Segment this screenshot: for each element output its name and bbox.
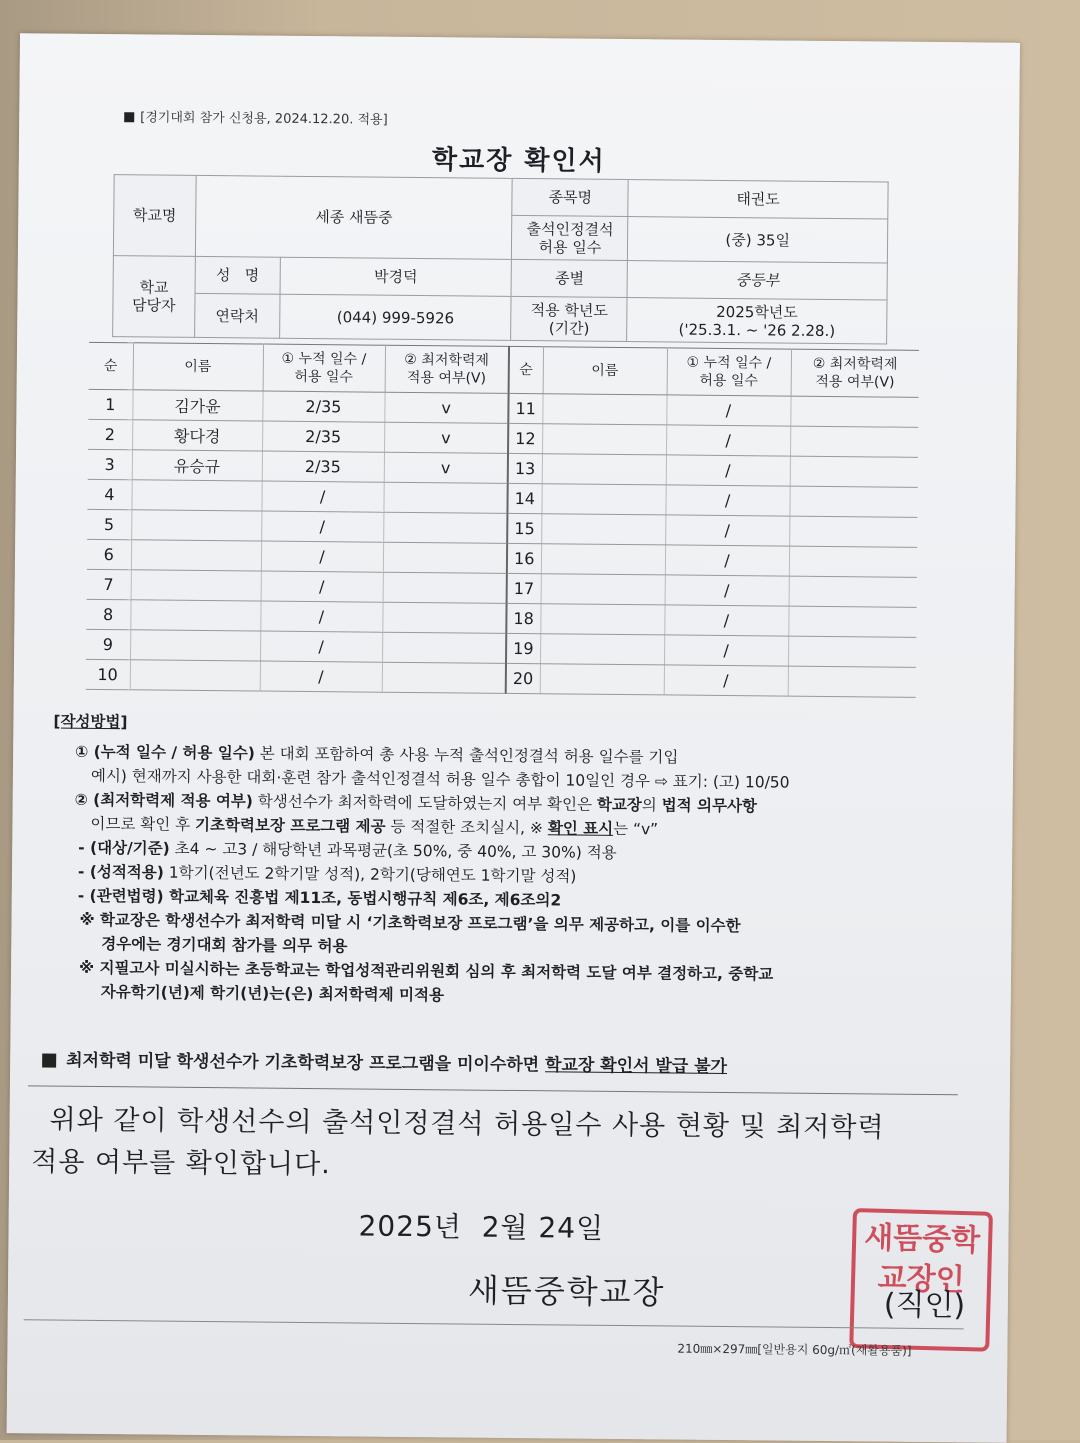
student-name: [130, 600, 260, 631]
section-divider: [28, 1085, 958, 1095]
min-academic-check: [788, 666, 916, 697]
student-name: [541, 544, 665, 575]
school-label: 학교명: [113, 175, 196, 257]
allowed-days-value: (중) 35일: [628, 217, 888, 263]
student-name: [541, 514, 665, 545]
form-note: [124, 106, 388, 128]
student-name: [130, 660, 260, 691]
header-no: 순: [89, 342, 133, 389]
instructions: [51, 710, 964, 1013]
student-name: [131, 510, 261, 541]
instruction-note-2: ※ 지필고사 미실시하는 초등학교는 학업성적관리위원회 심의 후 최저학력 도달 여부 결정하고, 중학교: [78, 958, 774, 984]
header-no-right: 순: [509, 346, 543, 393]
row-number: 17: [507, 573, 541, 603]
header-check: ② 최저학력제 적용 여부(V): [385, 345, 509, 393]
info-table: [112, 174, 889, 344]
days-used: 2/35: [262, 451, 384, 482]
issuance-notice: 최저학력 미달 학생선수가 기초학력보장 프로그램을 미이수하면 학교장 확인서 발급 불가: [42, 1045, 942, 1079]
roster-table: [86, 342, 919, 698]
instruction-sub-3: - (관련법령) 학교체육 진흥법 제11조, 동법시행규칙 제6조, 제6조의2: [77, 886, 562, 910]
row-number: 20: [506, 663, 540, 693]
row-number: 7: [87, 569, 131, 599]
issue-date: 2025년 2월 24일: [358, 1209, 605, 1245]
days-used: /: [261, 571, 383, 602]
row-number: 1: [88, 389, 132, 419]
paper-spec: 210㎜×297㎜[일반용지 60g/㎡(재활용품)]: [677, 1341, 912, 1358]
sport-label: 종목명: [512, 178, 628, 216]
row-number: 3: [88, 449, 132, 479]
row-number: 16: [507, 543, 541, 573]
min-academic-check: [788, 636, 916, 667]
instruction-sub-2: - (성적적용) 1학기(전년도 2학기말 성적), 2학기(당해연도 1학기말 성적): [77, 862, 577, 886]
instruction-item-1: ① (누적 일수 / 허용 일수) 본 대회 포함하여 총 사용 누적 출석인정결석 허용 일수를 기입: [75, 742, 679, 767]
days-used: /: [261, 541, 383, 572]
header-days: ① 누적 일수 / 허용 일수: [263, 344, 385, 392]
header-name-right: 이름: [543, 347, 667, 395]
confirmation-statement: [31, 1099, 972, 1192]
student-name: [542, 394, 666, 425]
min-academic-check: [789, 516, 917, 547]
days-used: /: [260, 661, 382, 692]
row-number: 2: [88, 419, 132, 449]
student-name: 김가윤: [132, 390, 262, 421]
min-academic-check: [383, 482, 507, 513]
days-used: /: [261, 481, 383, 512]
days-used: /: [666, 395, 790, 426]
row-number: 19: [506, 633, 540, 663]
min-academic-check: [382, 602, 506, 633]
instruction-example: 예시) 현재까지 사용한 대회·훈련 참가 출석인정결석 허용 일수 총합이 10일인 경우 ⇨ 표기: (고) 10/50: [90, 766, 790, 792]
year-label: 적용 학년도 (기간): [511, 296, 627, 341]
min-academic-check: [788, 606, 916, 637]
name-value: 박경덕: [280, 257, 512, 296]
days-used: /: [665, 545, 789, 576]
min-academic-check: v: [384, 422, 508, 453]
row-number: 5: [87, 509, 131, 539]
square-bullet-icon: [124, 112, 134, 122]
seal-placeholder: (직인): [883, 1287, 966, 1324]
days-used: /: [664, 605, 788, 636]
confirmation-line-1: 위와 같이 학생선수의 출석인정결석 허용일수 사용 현황 및 최저학력: [49, 1104, 885, 1144]
row-number: 13: [508, 453, 542, 483]
student-name: [130, 630, 260, 661]
allowed-days-label: 출석인정결석 허용 일수: [512, 215, 628, 260]
min-academic-check: [790, 456, 918, 487]
days-used: /: [261, 511, 383, 542]
min-academic-check: [789, 486, 917, 517]
min-academic-check: [383, 512, 507, 543]
student-name: [542, 424, 666, 455]
instruction-note-1-cont: 경우에는 경기대회 참가를 의무 허용: [101, 935, 348, 956]
min-academic-check: v: [384, 392, 508, 423]
document-page: [7, 33, 1020, 1443]
row-number: 12: [508, 423, 542, 453]
row-number: 11: [508, 393, 542, 423]
min-academic-check: [383, 542, 507, 573]
contact-label: 연락처: [194, 293, 279, 338]
school-value: 세종 새뜸중: [195, 175, 512, 259]
type-value: 중등부: [627, 261, 887, 300]
days-used: /: [260, 601, 382, 632]
principal-title: 새뜸중학교장: [467, 1271, 666, 1312]
name-label: 성 명: [195, 256, 280, 294]
document-title: 학교장 확인서: [431, 145, 606, 177]
student-name: 유승규: [132, 450, 262, 481]
contact-value: (044) 999-5926: [279, 294, 511, 340]
row-number: 8: [86, 599, 130, 629]
days-used: 2/35: [262, 391, 384, 422]
student-name: [131, 540, 261, 571]
header-check-right: ② 최저학력제 적용 여부(V): [791, 349, 919, 397]
type-label: 종별: [511, 259, 627, 297]
instruction-sub-1: - (대상/기준) 초4 ~ 고3 / 해당학년 과목평균(초 50%, 중 40%, 고 30%) 적용: [78, 838, 617, 862]
year-value: 2025학년도 ('25.3.1. ~ '26 2.28.): [627, 298, 887, 344]
row-number: 18: [506, 603, 540, 633]
days-used: /: [665, 485, 789, 516]
days-used: /: [665, 515, 789, 546]
student-name: [540, 634, 664, 665]
min-academic-check: [383, 572, 507, 603]
student-name: [131, 570, 261, 601]
student-name: [540, 664, 664, 695]
min-academic-check: [789, 546, 917, 577]
days-used: /: [666, 455, 790, 486]
row-number: 14: [507, 483, 541, 513]
instruction-item-2-cont: 이므로 확인 후 기초학력보장 프로그램 제공 등 적절한 조치실시, ※ 확인 표시는 “v”: [90, 814, 659, 839]
days-used: /: [664, 635, 788, 666]
student-name: [131, 480, 261, 511]
arrow-box-icon: [42, 1053, 56, 1067]
confirmation-line-2: 적용 여부를 확인합니다.: [31, 1146, 331, 1181]
row-number: 15: [507, 513, 541, 543]
days-used: /: [666, 425, 790, 456]
stamp-characters: 새뜸중학교장인: [863, 1220, 981, 1299]
student-name: [542, 454, 666, 485]
student-name: [541, 484, 665, 515]
student-name: 황다경: [132, 420, 262, 451]
student-name: [540, 604, 664, 635]
sport-value: 태권도: [628, 180, 888, 219]
header-name: 이름: [133, 343, 263, 391]
days-used: /: [260, 631, 382, 662]
instruction-note-1: ※ 학교장은 학생선수가 최저학력 미달 시 ‘기초학력보장 프로그램’을 의무 제공하고, 이를 이수한: [79, 910, 741, 936]
manager-label: 학교 담당자: [113, 256, 196, 338]
row-number: 9: [86, 629, 130, 659]
days-used: /: [665, 575, 789, 606]
min-academic-check: [382, 662, 506, 693]
bottom-divider: [24, 1319, 964, 1329]
form-note-text: [경기대회 참가 신청용, 2024.12.20. 적용]: [140, 110, 388, 128]
min-academic-check: [790, 396, 918, 427]
row-number: 10: [86, 659, 130, 689]
row-number: 4: [87, 479, 131, 509]
min-academic-check: [789, 576, 917, 607]
instructions-heading: [작성방법]: [53, 712, 128, 732]
student-name: [541, 574, 665, 605]
instruction-note-2-cont: 자유학기(년)제 학기(년)는(은) 최저학력제 미적용: [100, 983, 445, 1005]
days-used: /: [664, 665, 788, 696]
min-academic-check: [382, 632, 506, 663]
min-academic-check: [790, 426, 918, 457]
row-number: 6: [87, 539, 131, 569]
days-used: 2/35: [262, 421, 384, 452]
min-academic-check: v: [384, 452, 508, 483]
instruction-item-2: ② (최저학력제 적용 여부) 학생선수가 최저학력에 도달하였는지 여부 확인은 학교장의 법적 의무사항: [74, 790, 758, 816]
roster-header-row: [89, 342, 919, 397]
header-days-right: ① 누적 일수 / 허용 일수: [667, 348, 791, 396]
